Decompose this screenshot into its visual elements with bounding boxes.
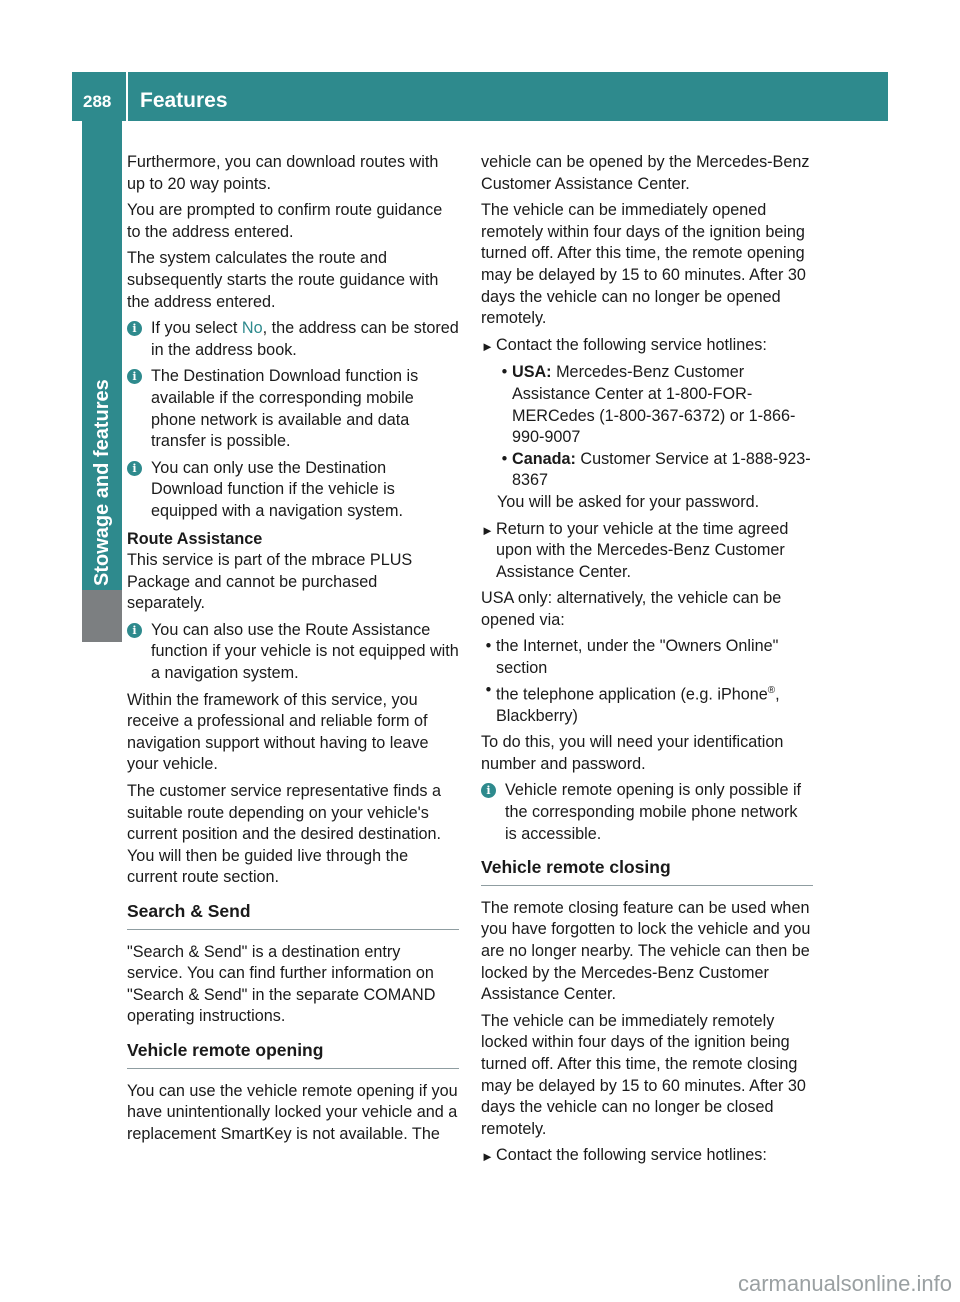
paragraph: The remote closing feature can be used when you have forgotten to lock the vehicle and you are no longer nearby. The vehicle can then be locked by the Mercedes-Benz Customer Assistance Center.	[481, 898, 811, 1004]
header-divider	[126, 72, 128, 121]
paragraph: You will be asked for your password.	[497, 492, 760, 511]
display-option-no: No	[241, 319, 263, 338]
option-list	[481, 636, 813, 727]
info-note	[127, 458, 459, 523]
page-title: Features	[140, 89, 228, 112]
bullet-icon: •	[501, 363, 508, 382]
bullet-icon: •	[485, 637, 492, 656]
hotline-list	[497, 362, 813, 492]
info-text: Vehicle remote opening is only possible if the corresponding mobile phone network is accessible.	[505, 781, 802, 843]
bullet-icon: •	[485, 680, 492, 699]
list-item: • USA: Mercedes-Benz Customer Assistance Center at 1-800-FOR-MERCedes (1-800-367-6372) or 1-866-990-9007	[497, 362, 813, 448]
instruction-step: ► Return to your vehicle at the time agreed upon with the Mercedes-Benz Customer Assistance Center.	[481, 519, 813, 584]
paragraph: The system calculates the route and subsequently starts the route guidance with the address entered.	[127, 249, 439, 311]
info-note	[481, 780, 813, 845]
paragraph: vehicle can be opened by the Mercedes-Benz Customer Assistance Center.	[481, 153, 810, 193]
paragraph: "Search & Send" is a destination entry service. You can find further information on "Search & Send" in the separate COMAND operating instructions.	[127, 942, 436, 1026]
subheading: Route Assistance	[127, 529, 263, 548]
instruction-step: ► Contact the following service hotlines:	[481, 1145, 813, 1168]
info-icon: i	[481, 783, 496, 798]
watermark: carmanualsonline.info	[737, 1271, 952, 1296]
section-heading: Vehicle remote opening	[127, 1040, 459, 1069]
paragraph: The customer service representative finds a suitable route depending on your vehicle's current position and the desired destination. You will then be guided live through the current route section.	[127, 782, 442, 887]
info-note	[127, 620, 459, 685]
info-icon: i	[127, 623, 142, 638]
list-item: • the Internet, under the "Owners Online" section	[481, 636, 813, 679]
info-note	[127, 318, 459, 361]
info-icon: i	[127, 321, 142, 336]
page-number: 288	[83, 92, 112, 111]
info-icon: i	[127, 461, 142, 476]
paragraph: You are prompted to confirm route guidance to the address entered.	[127, 201, 443, 241]
paragraph: To do this, you will need your identification number and password.	[481, 733, 784, 773]
instruction-step: ► Contact the following service hotlines:	[481, 335, 813, 358]
list-item: • the telephone application (e.g. iPhone®, Blackberry)	[481, 680, 813, 728]
paragraph: The vehicle can be immediately remotely locked within four days of the ignition being turned off. After this time, the remote closing may be delayed by 15 to 60 minutes. After 30 days the vehicle can no longer be closed remotely.	[481, 1011, 806, 1138]
right-column	[481, 152, 813, 1173]
section-heading: Search & Send	[127, 901, 459, 930]
paragraph: The vehicle can be immediately opened remotely within four days of the ignition being turned off. After this time, the remote opening may be delayed by 15 to 60 minutes. After 30 days the vehicle can no longer be opened remotely.	[481, 201, 806, 328]
info-icon: i	[127, 369, 142, 384]
arrow-icon: ►	[481, 338, 494, 354]
side-tab-label: Stowage and features	[91, 379, 113, 586]
info-text: If you select No, the address can be stored in the address book.	[151, 319, 459, 359]
info-note	[127, 366, 459, 452]
paragraph: This service is part of the mbrace PLUS Package and cannot be purchased separately.	[127, 551, 413, 613]
arrow-icon: ►	[481, 522, 494, 538]
left-column	[127, 152, 459, 1150]
list-item: • Canada: Customer Service at 1-888-923-8367	[497, 449, 813, 492]
bullet-icon: •	[501, 449, 508, 468]
info-text: You can only use the Destination Download function if the vehicle is equipped with a navigation system.	[151, 458, 403, 520]
side-tab-marker	[82, 590, 122, 642]
info-text: You can also use the Route Assistance function if your vehicle is not equipped with a navigation system.	[151, 620, 459, 683]
info-text: The Destination Download function is available if the corresponding mobile phone network is available and data transfer is possible.	[151, 367, 419, 451]
paragraph: USA only: alternatively, the vehicle can be opened via:	[481, 589, 782, 629]
paragraph: Furthermore, you can download routes with up to 20 way points.	[127, 153, 439, 193]
paragraph: You can use the vehicle remote opening if you have unintentionally locked your vehicle and a replacement SmartKey is not available. The	[127, 1081, 458, 1143]
arrow-icon: ►	[481, 1149, 494, 1165]
section-heading: Vehicle remote closing	[481, 857, 813, 886]
paragraph: Within the framework of this service, you receive a professional and reliable form of navigation support without having to leave your vehicle.	[127, 690, 429, 774]
